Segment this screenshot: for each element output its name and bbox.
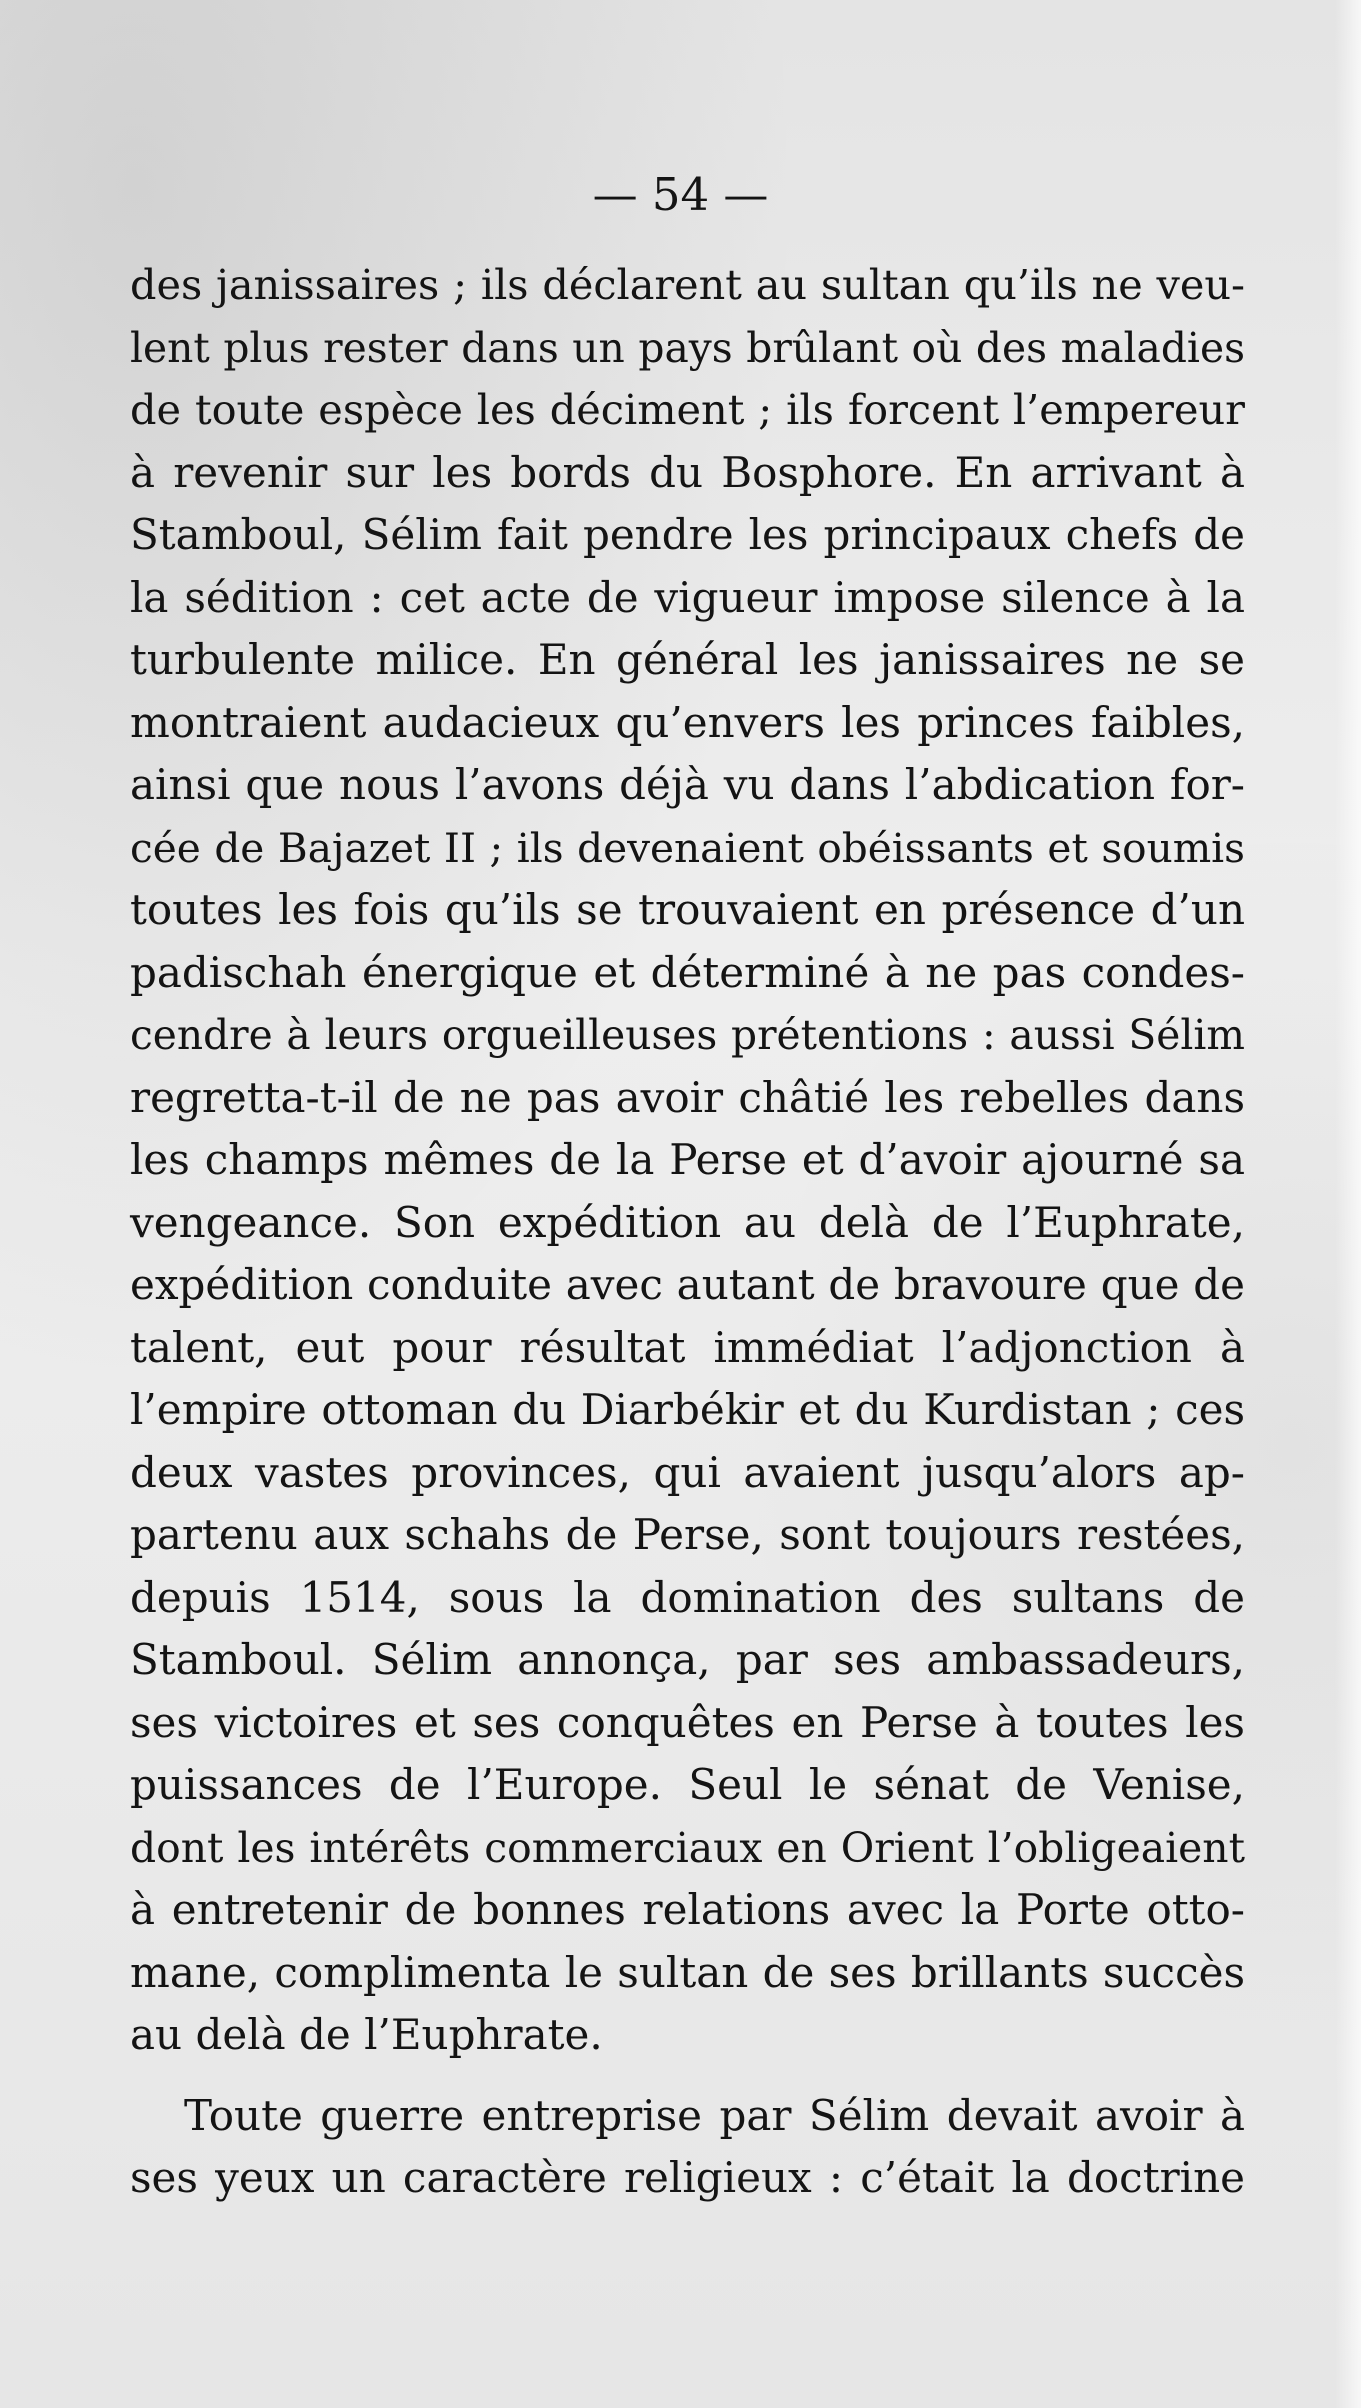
text-line: à entretenir de bonnes relations avec la Porte otto- xyxy=(130,1885,1245,1934)
text-line: ses victoires et ses conquêtes en Perse à toutes les xyxy=(130,1697,1245,1747)
paragraph-1 xyxy=(130,254,1245,2067)
text-line: les champs mêmes de la Perse et d’avoir ajourné sa xyxy=(130,1135,1245,1184)
text-line: depuis 1514, sous la domination des sultans de xyxy=(130,1572,1245,1622)
text-line: deux vastes provinces, qui avaient jusqu’alors ap- xyxy=(130,1447,1245,1497)
text-line: de toute espèce les déciment ; ils forcent l’empereur xyxy=(130,386,1245,434)
text-line: la sédition : cet acte de vigueur impose silence à la xyxy=(130,572,1245,622)
text-line: des janissaires ; ils déclarent au sultan qu’ils ne veu- xyxy=(130,261,1245,309)
text-line: mane, complimenta le sultan de ses brillants succès xyxy=(130,1947,1245,1997)
text-line: turbulente milice. En général les janissaires ne se xyxy=(130,635,1245,684)
text-line: regretta-t-il de ne pas avoir châtié les rebelles dans xyxy=(130,1072,1245,1122)
text-line: ainsi que nous l’avons déjà vu dans l’abdication for- xyxy=(130,760,1245,809)
paragraph-2 xyxy=(130,2085,1245,2210)
text-line: lent plus rester dans un pays brûlant où des maladies xyxy=(130,323,1245,372)
paragraph-gap xyxy=(130,2067,1245,2085)
text-line: padischah énergique et déterminé à ne pas condes- xyxy=(130,947,1245,997)
text-line: talent, eut pour résultat immédiat l’adjonction à xyxy=(130,1322,1245,1372)
text-line: puissances de l’Europe. Seul le sénat de Venise, xyxy=(130,1760,1245,1809)
text-line: cendre à leurs orgueilleuses prétentions : aussi Sélim xyxy=(130,1011,1245,1059)
text-line: vengeance. Son expédition au delà de l’Euphrate, xyxy=(130,1197,1245,1247)
text-line: à revenir sur les bords du Bosphore. En arrivant à xyxy=(130,447,1245,497)
text-line: partenu aux schahs de Perse, sont toujours restées, xyxy=(130,1510,1245,1559)
text-line: Toute guerre entreprise par Sélim devait avoir à xyxy=(184,2090,1245,2140)
text-line: Stamboul. Sélim annonça, par ses ambassadeurs, xyxy=(130,1635,1245,1684)
text-line: au delà de l’Euphrate. xyxy=(130,2010,603,2059)
page-number: — 54 — xyxy=(592,168,769,221)
text-block xyxy=(130,254,1245,2210)
text-line: toutes les fois qu’ils se trouvaient en présence d’un xyxy=(130,885,1245,934)
text-line: Stamboul, Sélim fait pendre les principaux chefs de xyxy=(130,510,1245,559)
text-line: l’empire ottoman du Diarbékir et du Kurdistan ; ces xyxy=(130,1385,1245,1434)
text-line: montraient audacieux qu’envers les princes faibles, xyxy=(130,697,1245,747)
text-line: cée de Bajazet II ; ils devenaient obéissants et soumis xyxy=(130,823,1245,872)
text-line: expédition conduite avec autant de bravoure que de xyxy=(130,1260,1245,1309)
text-line: ses yeux un caractère religieux : c’était la doctrine xyxy=(130,2153,1245,2202)
text-line: dont les intérêts commerciaux en Orient l’obligeaient xyxy=(130,1823,1245,1872)
